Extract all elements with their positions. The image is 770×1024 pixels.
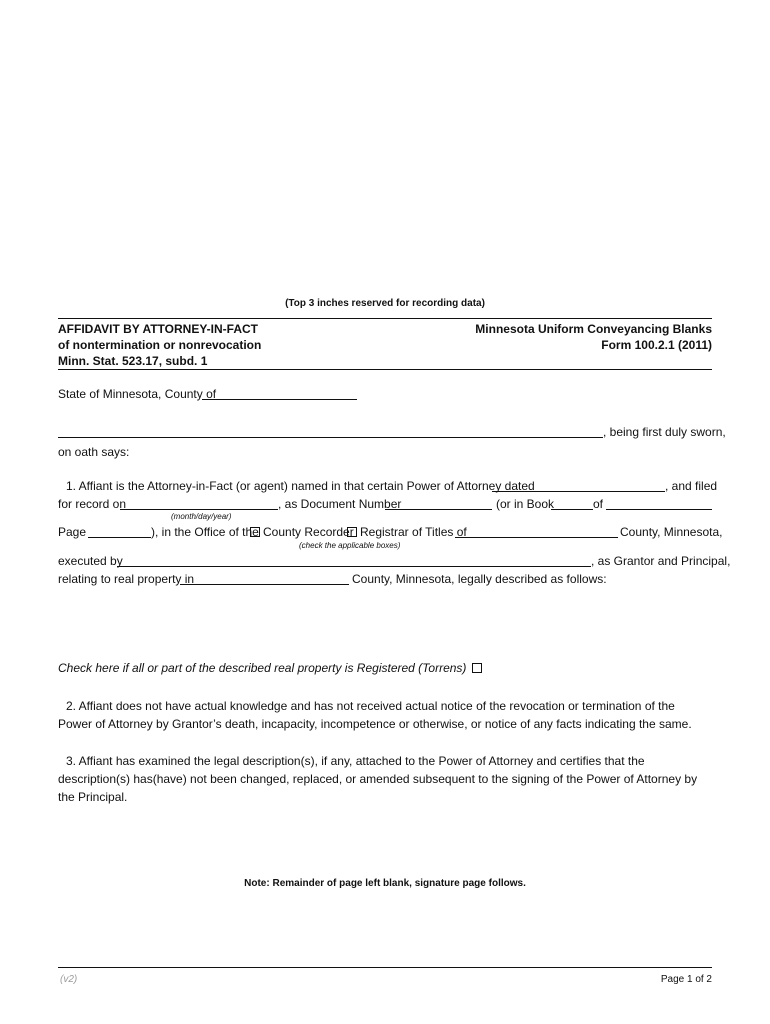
para1-text-p: relating to real property in — [58, 572, 195, 586]
para1-text-d: , as Document Number — [278, 497, 402, 511]
registrar-label: Registrar of Titles of — [360, 525, 467, 539]
form-title: AFFIDAVIT BY ATTORNEY-IN-FACT — [58, 322, 258, 336]
page-field[interactable] — [88, 537, 151, 538]
poa-date-field[interactable] — [492, 491, 665, 492]
para1-text-e: (or in Book — [496, 497, 555, 511]
para1-text-o: , as Grantor and Principal, — [591, 554, 731, 568]
para1-text-i: ), in the Office of the — [151, 525, 259, 539]
para1-text-a: 1. Affiant is the Attorney-in-Fact (or agent) named in that certain Power of Attorney dated — [66, 479, 535, 493]
paragraph-3: 3. Affiant has examined the legal description(s), if any, attached to the Power of Attorney and certifies that the description(s) has(have) not been changed, replaced, or amended subsequent to the signing of the Power of Attorney by the Principal. — [58, 754, 698, 804]
para1-text-n: executed by — [58, 554, 123, 568]
book-of-field[interactable] — [606, 509, 712, 510]
county-field[interactable] — [202, 399, 357, 400]
para1-text-f: of — [593, 497, 604, 511]
para1-text-b: , and filed — [665, 479, 718, 493]
checkbox-hint: (check the applicable boxes) — [299, 541, 401, 550]
paragraph-2: 2. Affiant does not have actual knowledge and has not received actual notice of the revocation or termination of the Power of Attorney by Grantor’s death, incapacity, incompetence or otherwise, or notice of any facts indicating the same. — [58, 699, 692, 731]
affiant-name-field[interactable] — [58, 437, 603, 438]
registrar-checkbox[interactable] — [347, 527, 357, 537]
header-bottom-rule — [58, 369, 712, 370]
version-label: (v2) — [60, 974, 78, 985]
signature-note: Note: Remainder of page left blank, signature page follows. — [244, 878, 526, 889]
statute-reference: Minn. Stat. 523.17, subd. 1 — [58, 354, 208, 368]
form-number: Form 100.2.1 (2011) — [601, 338, 712, 352]
county-recorder-label: County Recorder — [263, 525, 354, 539]
form-series: Minnesota Uniform Conveyancing Blanks — [475, 322, 712, 336]
filing-date-field[interactable] — [120, 509, 278, 510]
property-county-field[interactable] — [180, 584, 349, 585]
para1-text-h: Page — [58, 525, 87, 539]
recording-note: (Top 3 inches reserved for recording data) — [285, 298, 485, 309]
torrens-label — [58, 661, 485, 675]
venue-label: State of Minnesota, County of — [58, 387, 217, 401]
grantor-field[interactable] — [117, 566, 591, 567]
para1-text-l: County, Minnesota, — [620, 525, 723, 539]
date-format-hint: (month/day/year) — [171, 512, 232, 521]
oath-text: on oath says: — [58, 445, 130, 459]
footer-rule — [58, 967, 712, 968]
torrens-checkbox[interactable] — [472, 663, 482, 673]
registrar-county-field[interactable] — [455, 537, 618, 538]
header-top-rule — [58, 318, 712, 319]
para1-text-c: for record on — [58, 497, 127, 511]
document-number-field[interactable] — [385, 509, 492, 510]
sworn-text: , being first duly sworn, — [603, 425, 726, 439]
para1-text-q: County, Minnesota, legally described as follows: — [352, 572, 607, 586]
page-number: Page 1 of 2 — [660, 974, 712, 985]
torrens-text: Check here if all or part of the described real property is Registered (Torrens) — [58, 661, 467, 675]
county-recorder-checkbox[interactable] — [250, 527, 260, 537]
book-field[interactable] — [551, 509, 593, 510]
form-subtitle: of nontermination or nonrevocation — [58, 338, 262, 352]
